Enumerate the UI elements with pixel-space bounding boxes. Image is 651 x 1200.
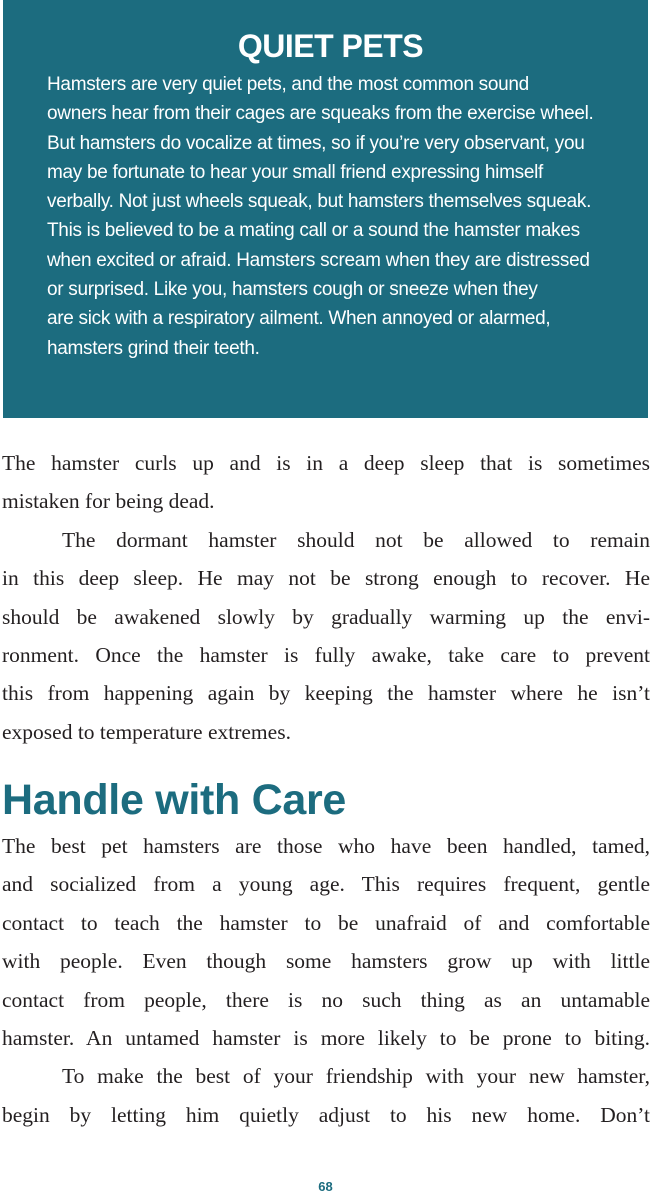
body-line: The hamster curls up and is in a deep sleep that is sometimes — [2, 451, 650, 475]
sidebar-line: when excited or afraid. Hamsters scream when they are distressed — [47, 249, 590, 271]
sidebar-line: This is believed to be a mating call or a sound the hamster makes — [47, 220, 580, 242]
body-line: The dormant hamster should not be allowed to remain — [62, 527, 650, 552]
body-line: begin by letting him quietly adjust to his new home. Don’t — [2, 1102, 650, 1127]
page-number: 68 — [318, 1179, 333, 1194]
sidebar-line: But hamsters do vocalize at times, so if you’re very observant, you — [47, 132, 585, 154]
body-line: exposed to temperature extremes. — [2, 719, 291, 744]
sidebar-title: QUIET PETS — [237, 28, 424, 64]
body-line: The best pet hamsters are those who have been handled, tamed, — [2, 834, 650, 858]
body-line: and socialized from a young age. This requires frequent, gentle — [2, 872, 650, 897]
sidebar-line: verbally. Not just wheels squeak, but hamsters themselves squeak. — [47, 191, 592, 213]
sidebar-line: may be fortunate to hear your small friend expressing himself — [47, 161, 543, 183]
sidebar-line: are sick with a respiratory ailment. When annoyed or alarmed, — [47, 308, 551, 330]
body-section-dormancy — [2, 444, 650, 751]
body-line: ronment. Once the hamster is fully awake, take care to prevent — [2, 642, 650, 667]
sidebar-box — [3, 0, 648, 418]
sidebar-line: Hamsters are very quiet pets, and the most common sound — [47, 74, 529, 95]
sidebar-line: owners hear from their cages are squeaks from the exercise wheel. — [47, 103, 594, 125]
body-line: this from happening again by keeping the hamster where he isn’t — [2, 681, 650, 706]
sidebar-text — [47, 70, 630, 363]
body-line: hamster. An untamed hamster is more likely to be prone to biting. — [2, 1025, 650, 1050]
sidebar-line: or surprised. Like you, hamsters cough or sneeze when they — [47, 279, 538, 301]
body-line: contact from people, there is no such thing as an untamable — [2, 987, 650, 1012]
body-line: mistaken for being dead. — [2, 489, 215, 514]
body-line: with people. Even though some hamsters grow up with little — [2, 949, 650, 974]
body-line: should be awakened slowly by gradually warming up the envi- — [2, 604, 650, 629]
body-section-handling — [2, 827, 650, 1134]
body-line: contact to teach the hamster to be unafraid of and comfortable — [2, 910, 650, 935]
body-line: To make the best of your friendship with your new hamster, — [62, 1064, 650, 1089]
section-heading: Handle with Care — [2, 776, 347, 824]
sidebar-line: hamsters grind their teeth. — [47, 337, 260, 359]
body-line: in this deep sleep. He may not be strong enough to recover. He — [2, 566, 650, 591]
